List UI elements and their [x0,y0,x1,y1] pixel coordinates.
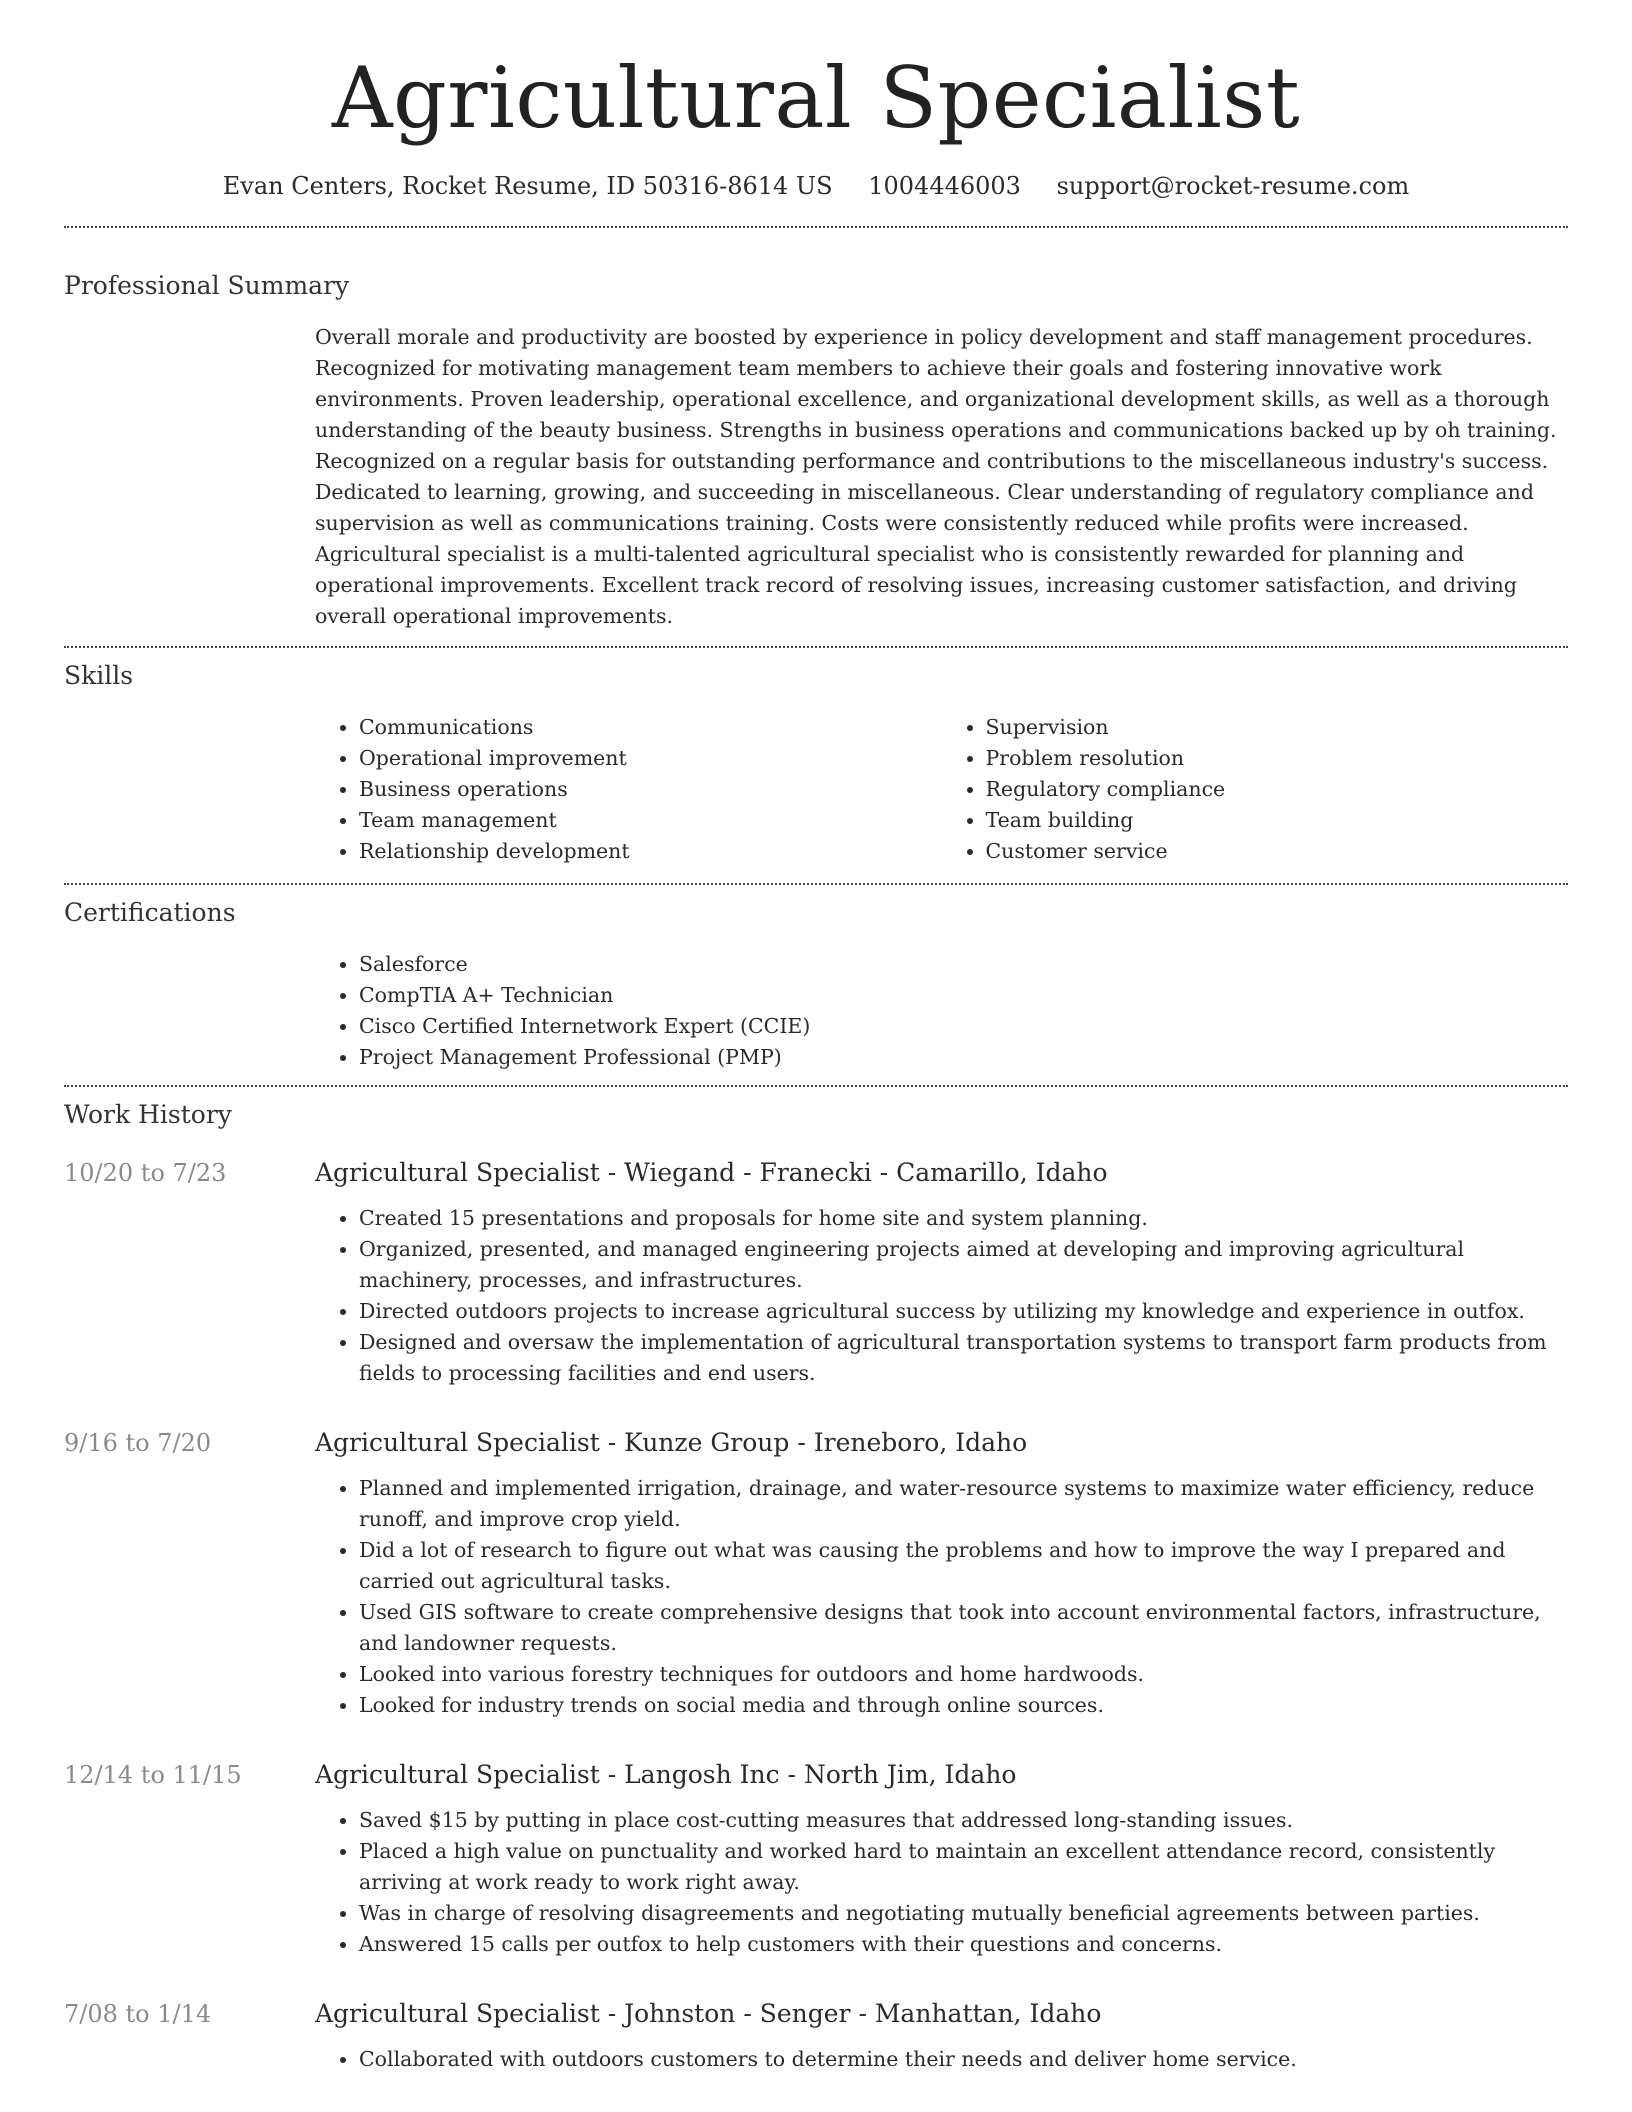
job-bullets [315,1473,1568,1721]
job-bullet: • Directed outdoors projects to increase agricultural success by utilizing my knowledge and experience in outfox. [359,1296,1568,1327]
job-bullet: • Did a lot of research to figure out what was causing the problems and how to improve the way I prepared and carried out agricultural tasks. [359,1535,1568,1597]
work-history-heading: Work History [64,1100,232,1129]
skills-section [64,648,1568,883]
job-bullet: • Used GIS software to create comprehensive designs that took into account environmental factors, infrastructure, and landowner requests. [359,1597,1568,1659]
contact-email[interactable]: support@rocket-resume.com [1056,172,1410,200]
job-dates: 12/14 to 11/15 [64,1761,242,1789]
job-details [315,1425,1568,1721]
certification-item: • Project Management Professional (PMP) [359,1042,1568,1073]
job-entry [64,1757,1568,1960]
job-bullets [315,2044,1568,2075]
skill-item: • Team management [359,805,942,836]
skill-item: • Relationship development [359,836,942,867]
skill-item: • Customer service [986,836,1569,867]
job-dates: 9/16 to 7/20 [64,1429,212,1457]
certifications-list [315,949,1568,1073]
contact-address: Evan Centers, Rocket Resume, ID 50316-8614 US [222,172,833,200]
skill-item: • Supervision [986,712,1569,743]
job-bullet: • Collaborated with outdoors customers to determine their needs and deliver home service. [359,2044,1568,2075]
skill-item: • Operational improvement [359,743,942,774]
job-details [315,1757,1568,1960]
job-bullet: • Was in charge of resolving disagreements and negotiating mutually beneficial agreements between parties. [359,1898,1568,1929]
skills-left-list [315,712,942,867]
certification-item: • Cisco Certified Internetwork Expert (CCIE) [359,1011,1568,1042]
job-bullet: • Organized, presented, and managed engineering projects aimed at developing and improving agricultural machinery, processes, and infrastructures. [359,1234,1568,1296]
summary-heading: Professional Summary [64,271,350,300]
job-bullet: • Placed a high value on punctuality and worked hard to maintain an excellent attendance record, consistently arriving at work ready to work right away. [359,1836,1568,1898]
job-bullet: • Looked for industry trends on social media and through online sources. [359,1690,1568,1721]
skill-item: • Business operations [359,774,942,805]
certifications-heading: Certifications [64,898,236,927]
summary-text: Overall morale and productivity are boosted by experience in policy development and staff management procedures. Recognized for motivating management team members to achieve their goals and fostering innovative work environments. Proven leadership, operational excellence, and organizational development skills, as well as a thorough understanding of the beauty business. Strengths in business operations and communications backed up by oh training. Recognized on a regular basis for outstanding performance and contributions to the miscellaneous industry's success. Dedicated to learning, growing, and succeeding in miscellaneous. Clear understanding of regulatory compliance and supervision as well as communications training. Costs were consistently reduced while profits were increased. Agricultural specialist is a multi-talented agricultural specialist who is consistently rewarded for planning and operational improvements. Excellent track record of resolving issues, increasing customer satisfaction, and driving overall operational improvements. [315,325,1557,628]
skills-right-list [942,712,1569,867]
job-bullet: • Created 15 presentations and proposals for home site and system planning. [359,1203,1568,1234]
resume-page [64,0,1568,2075]
skill-item: • Problem resolution [986,743,1569,774]
job-title: Agricultural Specialist - Kunze Group - Ireneboro, Idaho [315,1428,1028,1457]
skill-item: • Communications [359,712,942,743]
job-bullets [315,1203,1568,1389]
skill-item: • Regulatory compliance [986,774,1569,805]
job-bullet: • Planned and implemented irrigation, drainage, and water-resource systems to maximize water efficiency, reduce runoff, and improve crop yield. [359,1473,1568,1535]
job-bullets [315,1805,1568,1960]
job-entry [64,1155,1568,1389]
certification-item: • CompTIA A+ Technician [359,980,1568,1011]
job-entry [64,1425,1568,1721]
job-title: Agricultural Specialist - Langosh Inc - North Jim, Idaho [315,1760,1017,1789]
job-bullet: • Designed and oversaw the implementation of agricultural transportation systems to transport farm products from fields to processing facilities and end users. [359,1327,1568,1389]
job-bullet: • Looked into various forestry techniques for outdoors and home hardwoods. [359,1659,1568,1690]
work-history-section [64,1087,1568,2075]
job-title: Agricultural Specialist - Wiegand - Franecki - Camarillo, Idaho [315,1158,1108,1187]
job-details [315,1155,1568,1389]
skills-grid [315,712,1568,867]
job-bullet: • Saved $15 by putting in place cost-cutting measures that addressed long-standing issues. [359,1805,1568,1836]
job-title: Agricultural Specialist - Johnston - Senger - Manhattan, Idaho [315,1999,1102,2028]
certifications-body [315,949,1568,1073]
job-details [315,1996,1568,2075]
certifications-section [64,885,1568,1085]
skills-heading: Skills [64,661,134,690]
job-entry [64,1996,1568,2075]
resume-title: Agricultural Specialist [331,49,1301,147]
contact-phone: 1004446003 [868,172,1021,200]
summary-section [64,228,1568,646]
contact-line [64,170,1568,202]
job-bullet: • Answered 15 calls per outfox to help customers with their questions and concerns. [359,1929,1568,1960]
job-dates: 10/20 to 7/23 [64,1159,227,1187]
job-dates: 7/08 to 1/14 [64,2000,212,2028]
certification-item: • Salesforce [359,949,1568,980]
skill-item: • Team building [986,805,1569,836]
